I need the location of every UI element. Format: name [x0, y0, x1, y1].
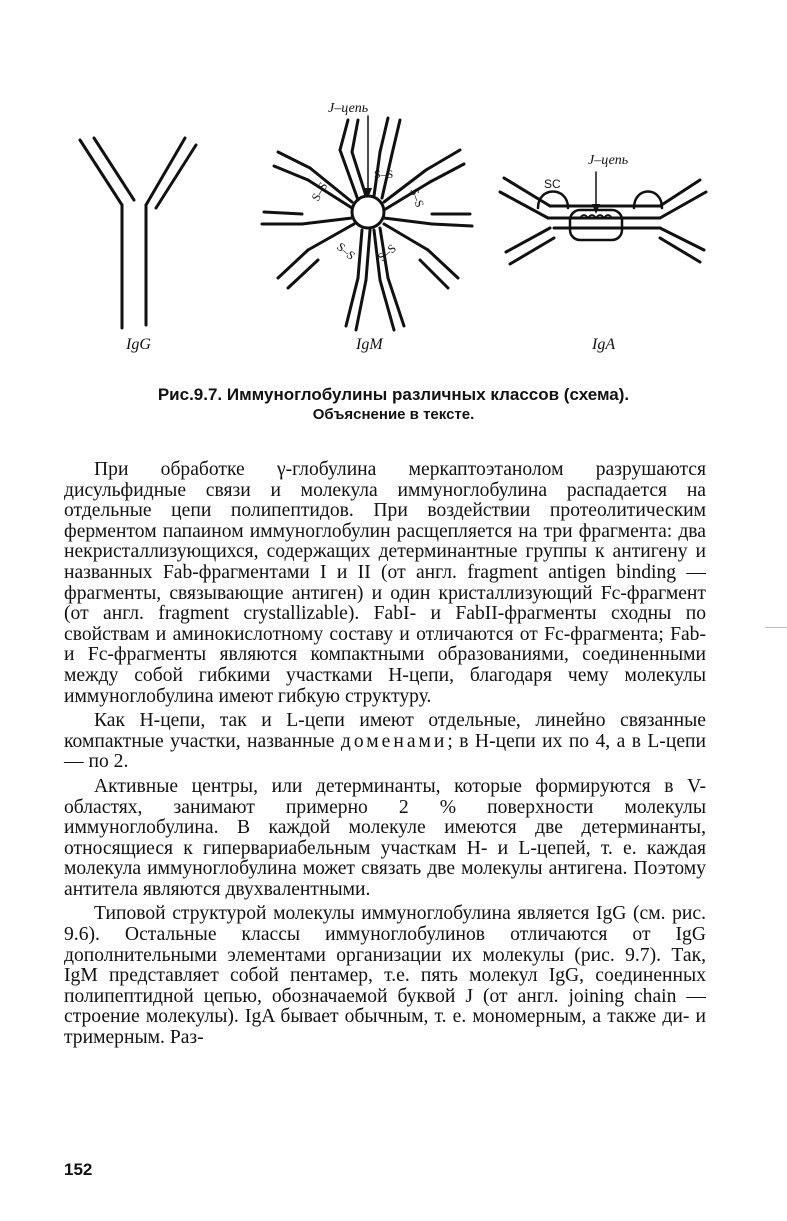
iga-sc-label: SC — [544, 177, 561, 191]
disulfide-label: S–S — [308, 179, 331, 204]
paragraph-text: Как Н-цепи, так и L-цепи имеют отдельные, линейно связанные компактные участки, названные — [64, 710, 706, 752]
igg-label: IgG — [126, 336, 151, 353]
spaced-term: доменами — [340, 730, 448, 752]
paragraph: Активные центры, или детерминанты, которые формируются в V-областях, занимают примерно 2 % поверхности молекулы иммуноглобулина. В каждой молекуле имеются две детерминанты, относящиеся к гипервариабельным участкам Н- и L-цепей, т. е. каждая молекула иммуноглобулина может связать две молекулы антигена. Поэтому антитела являются двухвалентными. — [64, 775, 706, 900]
iga-diagram — [500, 153, 706, 264]
figure-caption-note: Объяснение в тексте. — [312, 406, 475, 423]
paragraph — [64, 711, 706, 773]
body-text — [64, 460, 706, 1053]
disulfide-label: S–S — [407, 186, 427, 210]
igm-j-chain-label: J–цепь — [328, 101, 369, 116]
paragraph: Типовой структурой молекулы иммуноглобулина является IgG (см. рис. 9.6). Остальные классы иммуноглобулинов отличаются от IgG дополнительными элементами организации их молекулы (рис. 9.7). Так, IgM представляет собой пентамер, т.е. пять молекул IgG, соединенных полипептидной цепью, обозначаемой буквой J (от англ. joining chain — строение молекулы). IgA бывает обычным, т. е. мономерным, а также ди- и тримерным. Раз- — [64, 903, 706, 1049]
igg-diagram — [80, 138, 196, 328]
paragraph-text: ; в Н-цепи их по 4, а в L-цепи — по 2. — [64, 730, 706, 773]
page-number: 152 — [64, 1160, 93, 1179]
figure-caption-title: Рис.9.7. Иммуноглобулины различных классов (схема). — [157, 385, 630, 404]
igm-label: IgM — [356, 336, 383, 353]
disulfide-label: S–S — [334, 239, 358, 263]
iga-j-chain-label: J–цепь — [588, 153, 629, 168]
disulfide-label: S–S — [374, 167, 394, 181]
paragraph: При обработке γ-глобулина меркаптоэтанолом разрушаются дисульфидные связи и молекула иммуноглобулина распадается на отдельные цепи полипептидов. При воздействии протеолитическим ферментом папаином иммуноглобулин расщепляется на три фрагмента: два некристаллизующихся, содержащих детерминантные группы к антигену и названных Fab-фрагментами I и II (от англ. fragment antigen binding — фрагменты, связывающие антиген) и один кристаллизующий Fc-фрагмент (от англ. fragment crystallizable). FabI- и FabII-фрагменты сходны по свойствам и аминокислотному составу и отличаются от Fc-фрагмента; Fab- и Fc-фрагменты являются компактными образованиями, соединенными между собой гибкими участками Н-цепи, благодаря чему молекулы иммуноглобулина имеют гибкую структуру. — [64, 459, 706, 707]
iga-label: IgA — [592, 336, 616, 353]
disulfide-label: S–S — [374, 241, 399, 265]
margin-mark — [765, 627, 787, 628]
igm-diagram — [262, 101, 472, 330]
